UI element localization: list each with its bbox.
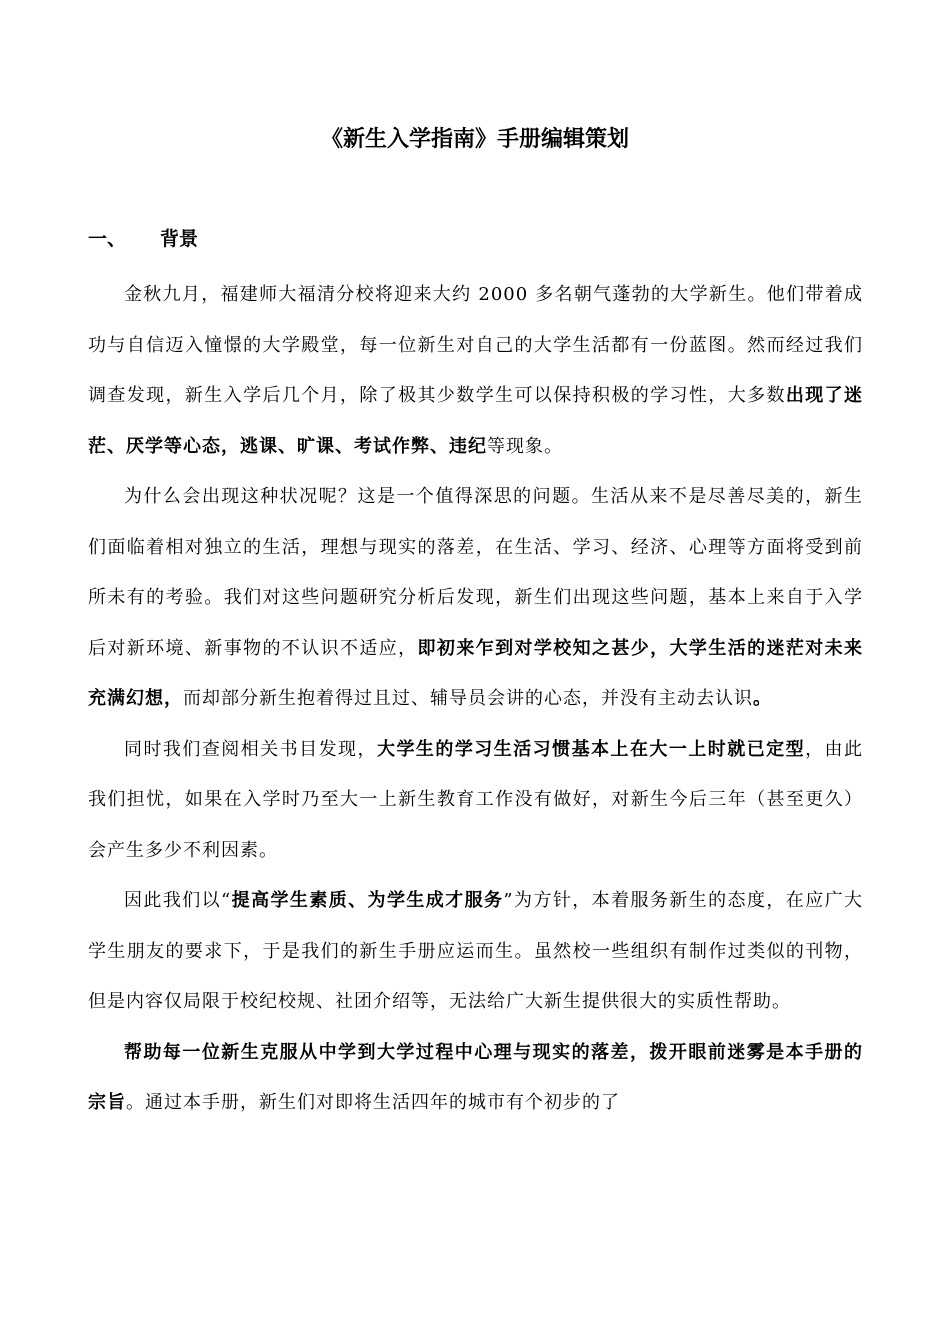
paragraph-run: 同时我们查阅相关书目发现， (124, 738, 377, 760)
paragraph-run-bold: 帮助每一位新生克服从中学到大学过程中心理与现实的落差，拨开眼前迷雾是本手册的宗旨 (88, 1041, 863, 1113)
paragraph (88, 1028, 863, 1129)
document-title: 《新生入学指南》手册编辑策划 (320, 126, 629, 152)
paragraph-run: 。通过本手册，新生们对即将生活四年的城市有个初步的了 (126, 1092, 620, 1113)
paragraph-run: 为什么会出现这种状况呢？这是一个值得深思的问题。生活从来不是尽善尽美的，新生们面临着相对独立的生活，理想与现实的落差，在生活、学习、经济、心理等方面将受到前所未有的考验。我们对这些问题研究分析后发现，新生们出现这些问题，基本上来自于入学后对新环境、新事物的不认识不适应， (88, 486, 863, 659)
section-number: 一、 (88, 228, 127, 250)
paragraph-run-bold: 提高学生素质、为学生成才服务 (231, 890, 504, 911)
paragraph-run: 因此我们以“ (124, 890, 232, 911)
paragraph-run: 而却部分新生抱着得过且过、辅导员会讲的心态，并没有主动去认识 (183, 688, 753, 709)
paragraph-run: 金秋九月，福建师大福清分校将迎来大约 2000 多名朝气蓬勃的大学新生。他们带着成功与自信迈入憧憬的大学殿堂，每一位新生对自己的大学生活都有一份蓝图。然而经过我们调查发现，新生入学后几个月，除了极其少数学生可以保持积极的学习性，大多数 (88, 284, 863, 406)
paragraph (88, 876, 863, 1028)
paragraph (88, 472, 863, 725)
paragraph-run: ，由此我们担忧，如果在入学时乃至大一上新生教育工作没有做好，对新生今后三年（甚至更久）会产生多少不利因素。 (88, 738, 864, 861)
section-heading (88, 224, 198, 254)
paragraph-run: ”为方针，本着服务新生的态度，在应广大学生朋友的要求下，于是我们的新生手册应运而生。虽然校一些组织有制作过类似的刊物，但是内容仅局限于校纪校规、社团介绍等，无法给广大新生提供很大的实质性帮助。 (88, 890, 864, 1012)
paragraph-run-bold: 大学生的学习生活习惯基本上在大一上时就已定型 (376, 738, 806, 760)
section-title: 背景 (160, 228, 199, 250)
paragraph-run: 等现象。 (487, 435, 563, 457)
paragraph-run-bold: 即初来乍到对学校知之甚少，大学生活的迷茫对未来充满幻想， (88, 637, 864, 709)
paragraph-run-bold: 。 (753, 688, 772, 709)
body-text (88, 270, 863, 1129)
paragraph (88, 270, 863, 472)
paragraph-run-bold: 出现了迷茫、厌学等心态，逃课、旷课、考试作弊、违纪 (88, 385, 863, 457)
paragraph (88, 725, 863, 877)
